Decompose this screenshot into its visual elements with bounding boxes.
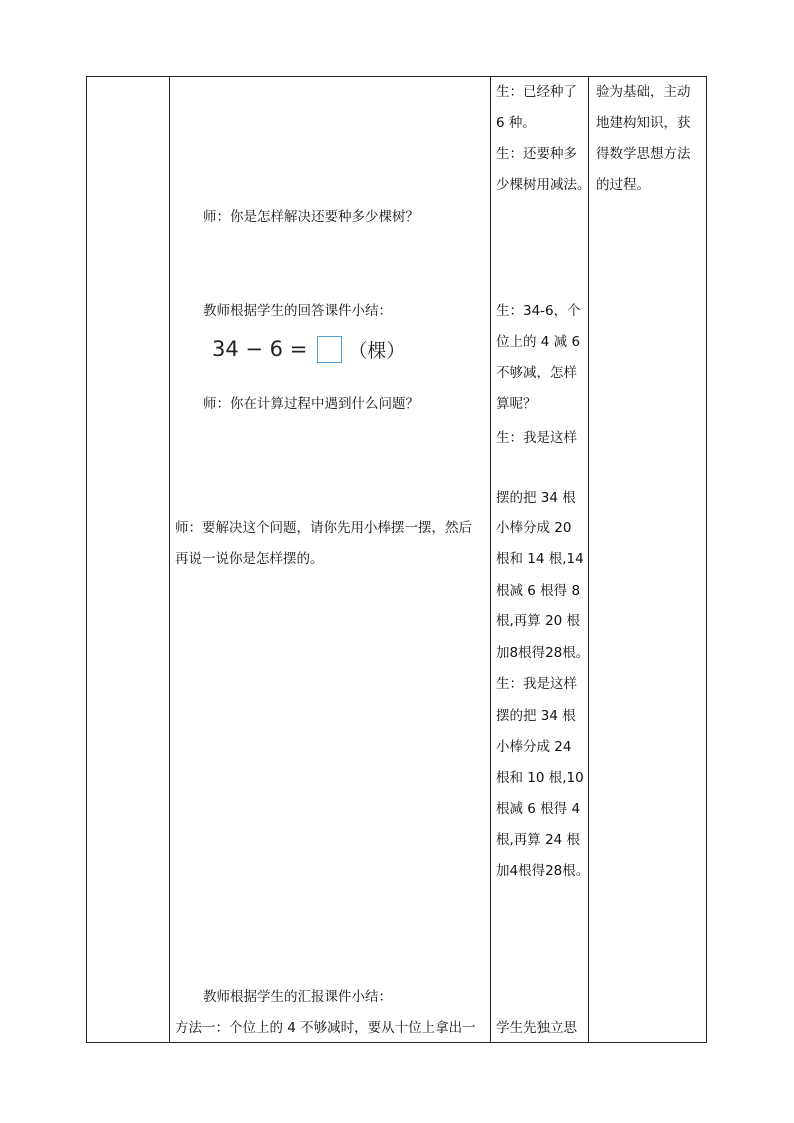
student-line: 6 种。 bbox=[496, 115, 536, 131]
intent-line: 得数学思想方法 bbox=[596, 146, 691, 162]
student-line: 根,再算 24 根 bbox=[496, 832, 581, 848]
intent-line: 地建构知识，获 bbox=[596, 115, 691, 131]
student-line: 生：我是这样 bbox=[496, 430, 577, 446]
student-line: 小棒分成 24 bbox=[496, 739, 572, 755]
teacher-summary-intro: 教师根据学生的回答课件小结： bbox=[203, 303, 392, 319]
intent-line: 的过程。 bbox=[596, 177, 650, 193]
teacher-instruction-line2: 再说一说你是怎样摆的。 bbox=[175, 551, 324, 567]
student-line: 加4根得28根。 bbox=[496, 863, 590, 879]
student-line: 生：34-6，个 bbox=[496, 303, 581, 319]
teacher-question-how: 师：你是怎样解决还要种多少棵树？ bbox=[203, 209, 419, 225]
student-line: 根减 6 根得 4 bbox=[496, 801, 581, 817]
student-line: 算呢？ bbox=[496, 396, 537, 412]
column-divider bbox=[169, 77, 170, 1042]
answer-box bbox=[317, 336, 342, 363]
student-line: 根和 10 根,10 bbox=[496, 770, 584, 786]
formula-expression: 34 − 6 = bbox=[212, 337, 308, 361]
student-line: 摆的把 34 根 bbox=[496, 490, 576, 506]
teacher-report-intro: 教师根据学生的汇报课件小结： bbox=[203, 989, 392, 1005]
student-line: 位上的 4 减 6 bbox=[496, 334, 581, 350]
student-line: 根和 14 根,14 bbox=[496, 551, 584, 567]
formula-unit: （棵） bbox=[348, 339, 406, 362]
formula-courseware bbox=[212, 333, 405, 365]
student-line: 学生先独立思 bbox=[496, 1020, 577, 1036]
column-divider bbox=[588, 77, 589, 1042]
student-line: 生：我是这样 bbox=[496, 676, 577, 692]
student-line: 少棵树用减法。 bbox=[496, 177, 591, 193]
student-line: 不够减，怎样 bbox=[496, 365, 577, 381]
teacher-question-problem: 师：你在计算过程中遇到什么问题？ bbox=[203, 396, 419, 412]
student-line: 根,再算 20 根 bbox=[496, 613, 581, 629]
student-line: 摆的把 34 根 bbox=[496, 708, 576, 724]
student-line: 生：还要种多 bbox=[496, 146, 577, 162]
intent-line: 验为基础，主动 bbox=[596, 84, 691, 100]
column-divider bbox=[490, 77, 491, 1042]
teacher-instruction-line1: 师：要解决这个问题，请你先用小棒摆一摆，然后 bbox=[175, 520, 472, 536]
student-line: 根减 6 根得 8 bbox=[496, 583, 581, 599]
teacher-method-one: 方法一：个位上的 4 不够减时，要从十位上拿出一 bbox=[175, 1020, 476, 1036]
student-line: 小棒分成 20 bbox=[496, 520, 572, 536]
student-line: 生：已经种了 bbox=[496, 84, 577, 100]
student-line: 加8根得28根。 bbox=[496, 645, 590, 661]
